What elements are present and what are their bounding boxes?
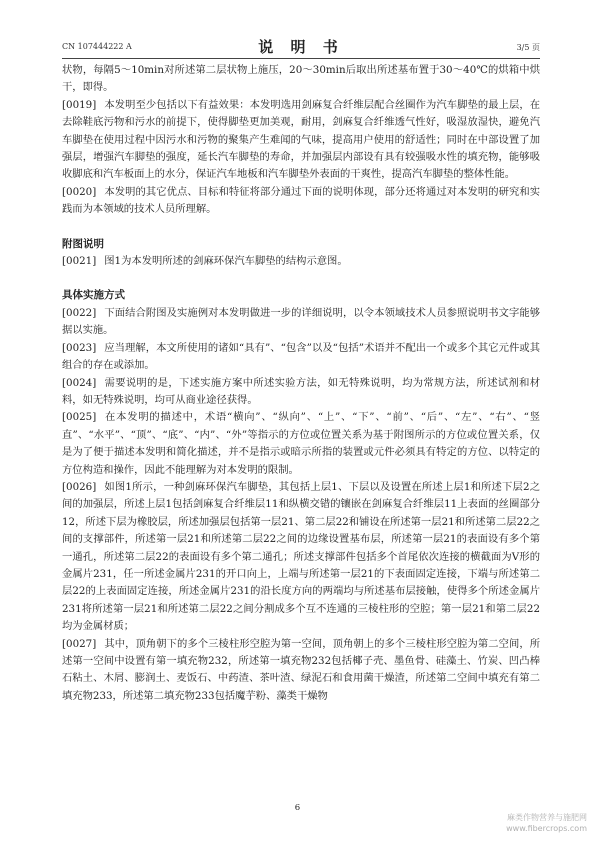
paragraph-text: 下面结合附图及实施例对本发明做进一步的详细说明，以令本领域技术人员参照说明书文字能够据以实施。 (62, 306, 540, 337)
paragraph-number: [0027] (62, 637, 97, 650)
paragraph-number: [0025] (62, 411, 97, 424)
page-number: 6 (294, 803, 301, 813)
document-title: 说 明 书 (258, 38, 344, 56)
paragraph (62, 184, 540, 219)
header-divider (62, 58, 540, 59)
paragraph-text: 本发明至少包括以下有益效果：本发明选用剑麻复合纤维层配合丝圈作为汽车脚垫的最上层，在去除鞋底污物和污水的前提下，使得脚垫更加美观，耐用，剑麻复合纤维透气性好，吸湿放湿快，避免汽车脚垫在使用过程中因污水和污物的聚集产生难闻的气味，提高用户使用的舒适性；同时在中部设置了加强层，增强汽车脚垫的强度，延长汽车脚垫的寿命，并加强层内部设有具有较强吸水性的填充物，能够吸收脚底和汽车板面上的水分，保证汽车地板和汽车脚垫外表面的干爽性，提高汽车脚垫的整体性能。 (62, 98, 540, 181)
paragraph (62, 375, 540, 410)
paragraph (62, 479, 540, 636)
page-header (62, 36, 540, 58)
paragraph-number: [0020] (62, 185, 97, 198)
paragraph-number: [0022] (62, 306, 97, 319)
paragraph (62, 253, 540, 270)
paragraph-text: 本发明的其它优点、目标和特征将部分通过下面的说明体现，部分还将通过对本发明的研究和实践而为本领域的技术人员所理解。 (62, 185, 540, 216)
paragraph-text: 需要说明的是，下述实施方案中所述实验方法，如无特殊说明，均为常规方法，所述试剂和材料，如无特殊说明，均可从商业途径获得。 (62, 376, 540, 406)
paragraph (62, 62, 540, 97)
watermark-line: 麻类作物营养与施肥网 (507, 813, 587, 822)
paragraph (62, 340, 540, 375)
watermark-url: www.fibercrops.com (506, 824, 587, 833)
paragraph-text: 应当理解，本文所使用的诸如“具有”、“包含”以及“包括”术语并不配出一个或多个其它元件或其组合的存在或添加。 (62, 341, 540, 372)
paragraph (62, 305, 540, 340)
paragraph-number: [0026] (62, 480, 97, 493)
paragraph-text: 如图1所示，一种剑麻环保汽车脚垫，其包括上层1、下层以及设置在所述上层1和所述下层2之间的加强层，所述上层1包括剑麻复合纤维层11和纵横交错的镶嵌在剑麻复合纤维层11上表面的丝圈部分12，所述下层为橡胶层，所述加强层包括第一层21、第二层22和铺设在所述第一层21和所述第二层22之间的支撑部件，所述第一层21和所述第二层22之间的边缘设置基布层，所述第一层21的表面设有多个第一通孔，所述第二层22的表面设有多个第二通孔；所述支撑部件包括多个首尾依次连接的横截面为V形的金属片231，任一所述金属片231的开口向上，上端与所述第一层21的下表面固定连接，下端与所述第二层22的上表面固定连接，所述金属片231的沿长度方向的两端均与所述基布层接触，使得多个所述金属片231将所述第一层21和所述第二层22之间分割成多个互不连通的三棱柱形的空腔；第一层21和第二层22均为金属材质； (62, 480, 540, 633)
document-number: CN 107444222 A (62, 42, 132, 51)
paragraph (62, 97, 540, 184)
paragraph-number: [0023] (62, 341, 97, 354)
paragraph-text: 在本发明的描述中，术语“横向”、“纵向”、“上”、“下”、“前”、“后”、“左”、“右”、“竖直”、“水平”、“顶”、“底”、“内”、“外”等指示的方位或位置关系为基于附图所示的方位或位置关系，仅是为了便于描述本发明和简化描述，并不是指示或暗示所指的装置或元件必须具有特定的方位、以特定的方位构造和操作，因此不能理解为对本发明的限制。 (62, 411, 540, 476)
paragraph-text: 图1为本发明所述的剑麻环保汽车脚垫的结构示意图。 (104, 255, 348, 268)
paragraph (62, 636, 540, 706)
paragraph-number: [0019] (62, 98, 97, 111)
paragraph (62, 409, 540, 479)
section-heading-embodiment: 具体实施方式 (62, 289, 125, 302)
section-heading-drawings: 附图说明 (62, 237, 104, 250)
paragraph-text: 状物，每隔5～10min对所述第二层状物上施压，20～30min后取出所述基布置于30～40℃的烘箱中烘干，即得。 (62, 64, 540, 94)
page-indicator: 3/5 页 (516, 43, 540, 52)
paragraph-number: [0024] (62, 376, 97, 389)
watermark (506, 812, 587, 834)
paragraph-text: 其中，顶角朝下的多个三棱柱形空腔为第一空间，顶角朝上的多个三棱柱形空腔为第二空间，所述第一空间中设置有第一填充物232，所述第一填充物232包括椰子壳、墨鱼骨、硅藻土、竹炭、凹凸棒石粘土、木屑、膨润土、麦饭石、中药渣、茶叶渣、绿泥石和食用菌干燥渣，所述第二空间中填充有第二填充物233，所述第二填充物233包括魔芋粉、藻类干燥物 (62, 637, 540, 702)
paragraph-number: [0021] (62, 255, 97, 268)
document-body (62, 62, 540, 705)
